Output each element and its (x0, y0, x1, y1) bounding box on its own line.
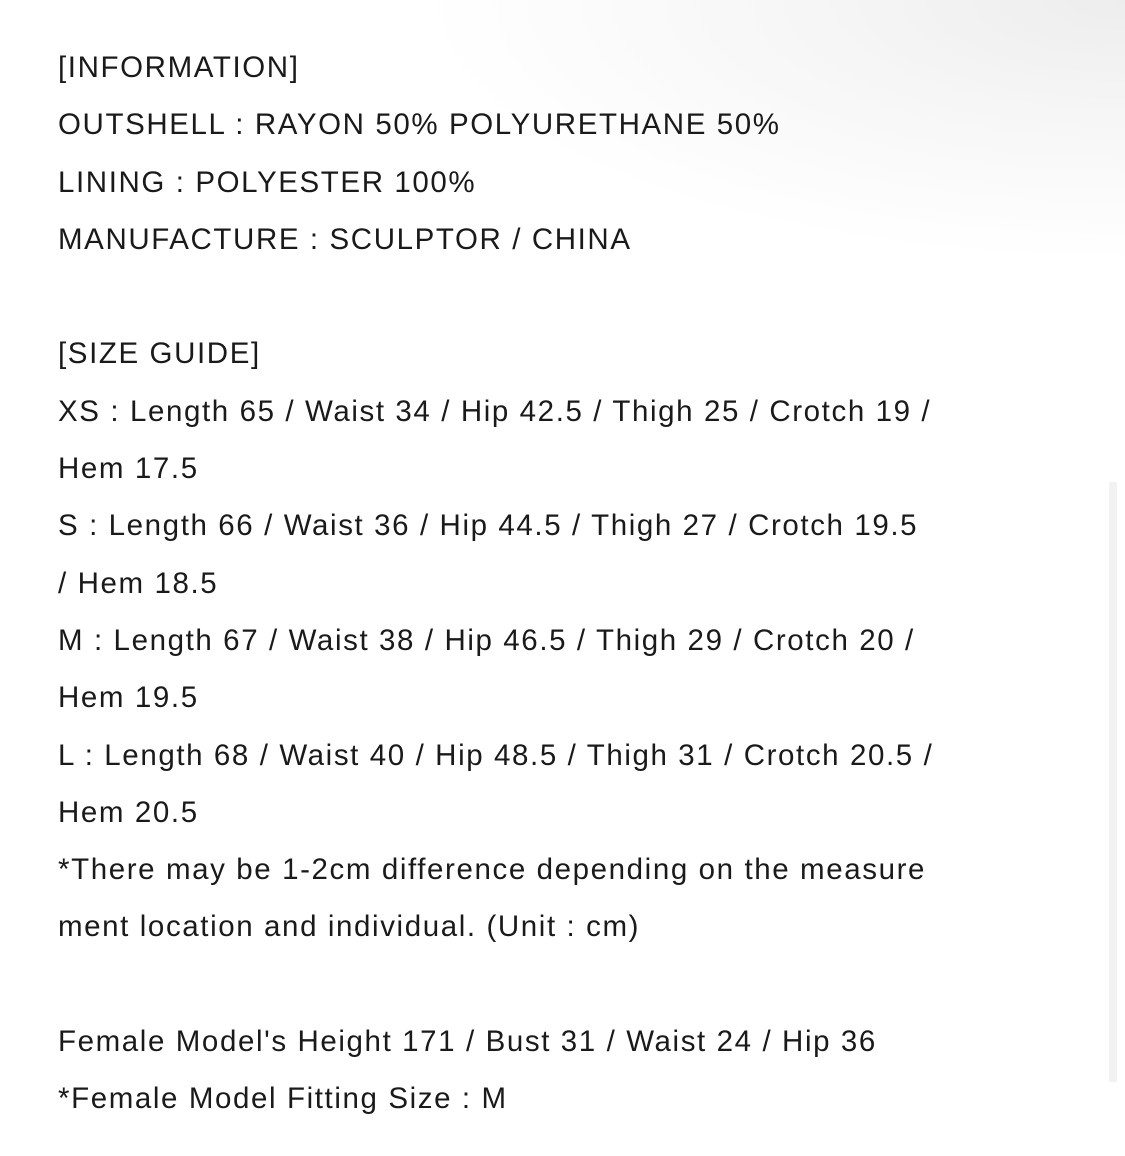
lining-composition: LINING : POLYESTER 100% (58, 165, 477, 199)
section-spacer (58, 956, 1078, 1013)
size-xs-line-1: XS : Length 65 / Waist 34 / Hip 42.5 / Thigh 25 / Crotch 19 / (58, 394, 932, 428)
measurement-note-line-1: *There may be 1-2cm difference depending on the measure (58, 853, 927, 887)
size-l-line-2: Hem 20.5 (58, 795, 199, 829)
size-m-line-2: Hem 19.5 (58, 681, 199, 715)
size-m-line-1: M : Length 67 / Waist 38 / Hip 46.5 / Thigh 29 / Crotch 20 / (58, 623, 915, 657)
size-s-line-1: S : Length 66 / Waist 36 / Hip 44.5 / Thigh 27 / Crotch 19.5 (58, 509, 919, 543)
section-spacer (58, 268, 1078, 325)
model-fitting-size: *Female Model Fitting Size : M (58, 1082, 508, 1116)
measurement-note-line-2: ment location and individual. (Unit : cm) (58, 910, 641, 944)
size-guide-heading: [SIZE GUIDE] (58, 337, 261, 371)
model-measurements: Female Model's Height 171 / Bust 31 / Waist 24 / Hip 36 (58, 1025, 877, 1059)
outshell-composition: OUTSHELL : RAYON 50% POLYURETHANE 50% (58, 108, 781, 142)
scrollbar-track[interactable] (1109, 482, 1117, 1082)
size-xs-line-2: Hem 17.5 (58, 452, 199, 486)
product-details-document (58, 39, 1078, 1128)
size-l-line-1: L : Length 68 / Waist 40 / Hip 48.5 / Thigh 31 / Crotch 20.5 / (58, 738, 934, 772)
manufacture-info: MANUFACTURE : SCULPTOR / CHINA (58, 222, 632, 256)
size-s-line-2: / Hem 18.5 (58, 566, 219, 600)
information-heading: [INFORMATION] (58, 51, 300, 84)
